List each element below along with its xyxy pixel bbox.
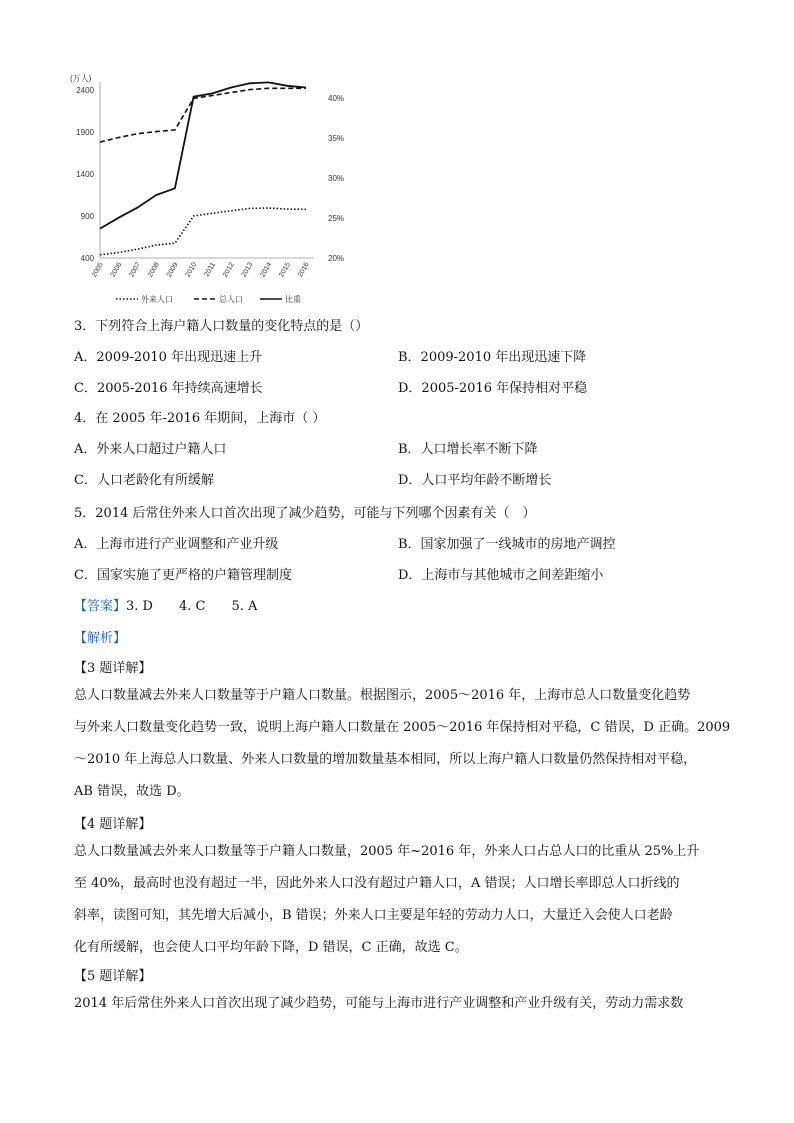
x-tick-label: 2012: [221, 261, 236, 279]
population-chart: [64, 64, 345, 314]
legend-label: 总人口: [219, 295, 243, 304]
detail-line: 与外来人口数量变化趋势一致，说明上海户籍人口数量在 2005～2016 年保持相对平稳，C 错误，D 正确。2009: [74, 720, 731, 735]
x-tick-label: 2005: [90, 261, 105, 279]
question-option: C．国家实施了更严格的户籍管理制度: [74, 568, 292, 583]
detail-title: 【3 题详解】: [74, 661, 152, 676]
x-tick-label: 2009: [165, 261, 180, 279]
detail-title: 【5 题详解】: [74, 969, 152, 984]
x-tick-label: 2008: [147, 261, 161, 279]
x-tick-label: 2013: [240, 261, 255, 279]
detail-line: 至 40%，最高时也没有超过一半，因此外来人口没有超过户籍人口，A 错误；人口增长率即总人口折线的: [74, 876, 680, 891]
question-stem: 5．2014 后常住外来人口首次出现了减少趋势，可能与下列哪个因素有关（ ）: [74, 506, 536, 521]
answer-text: 3. D 4. C 5. A: [126, 599, 258, 614]
x-tick-label: 2015: [278, 261, 293, 279]
series-line-foreign-population: [100, 208, 306, 255]
y-right-tick-label: 25%: [328, 214, 345, 223]
detail-line: 2014 年后常住外来人口首次出现了减少趋势，可能与上海市进行产业调整和产业升级有关，劳动力需求数: [74, 996, 684, 1011]
question-option: D．人口平均年龄不断增长: [398, 473, 552, 488]
detail-title: 【4 题详解】: [74, 817, 152, 832]
series-line-total-population: [100, 88, 306, 142]
legend-label: 外来人口: [141, 295, 173, 304]
y-left-tick-label: 900: [80, 212, 94, 221]
question-option: B．2009-2010 年出现迅速下降: [398, 350, 587, 365]
question-option: C．2005-2016 年持续高速增长: [74, 381, 263, 396]
answer-line: [74, 598, 257, 616]
question-option: A．外来人口超过户籍人口: [74, 442, 227, 457]
answer-tag: 【答案】: [74, 599, 127, 614]
detail-line: ～2010 年上海总人口数量、外来人口数量的增加数量基本相同，所以上海户籍人口数量仍然保持相对平稳，: [74, 752, 697, 767]
detail-paragraph: [74, 680, 731, 808]
detail-line: AB 错误，故选 D。: [74, 784, 190, 799]
x-tick-label: 2011: [203, 261, 218, 279]
x-tick-label: 2014: [259, 261, 274, 279]
y-left-tick-label: 2400: [76, 86, 94, 95]
detail-paragraph: [74, 988, 724, 1020]
detail-line: 斜率，读图可知，其先增大后减小，B 错误；外来人口主要是年轻的劳动力人口，大量迁入会使人口老龄: [74, 908, 673, 923]
question-stem: 4．在 2005 年-2016 年期间，上海市（ ）: [74, 411, 326, 426]
y-right-tick-label: 40%: [328, 94, 345, 103]
question-option: A．上海市进行产业调整和产业升级: [74, 537, 279, 552]
question-option: B．国家加强了一线城市的房地产调控: [398, 537, 616, 552]
x-tick-label: 2016: [296, 261, 311, 279]
question-stem: 3．下列符合上海户籍人口数量的变化特点的是（）: [74, 319, 369, 334]
y-right-tick-label: 30%: [328, 174, 345, 183]
y-right-tick-label: 20%: [328, 254, 345, 263]
series-line-proportion: [100, 82, 306, 228]
y-left-tick-label: 1400: [76, 170, 94, 179]
question-option: D．2005-2016 年保持相对平稳: [398, 381, 588, 396]
detail-paragraph: [74, 836, 724, 964]
y-left-tick-label: 1900: [76, 128, 94, 137]
question-option: A．2009-2010 年出现迅速上升: [74, 350, 263, 365]
legend-label: 比重: [285, 295, 301, 304]
x-tick-label: 2006: [109, 261, 124, 279]
y-axis-unit-label: (万人): [70, 74, 92, 83]
question-option: C．人口老龄化有所缓解: [74, 473, 214, 488]
question-option: B．人口增长率不断下降: [398, 442, 538, 457]
detail-line: 总人口数量减去外来人口数量等于户籍人口数量。根据图示，2005～2016 年，上海市总人口数量变化趋势: [74, 688, 691, 703]
analysis-tag: 【解析】: [74, 631, 127, 646]
x-tick-label: 2007: [128, 261, 143, 279]
question-option: D．上海市与其他城市之间差距缩小: [398, 568, 604, 583]
y-left-tick-label: 400: [80, 254, 94, 263]
y-right-tick-label: 35%: [328, 134, 345, 143]
detail-line: 总人口数量减去外来人口数量等于户籍人口数量，2005 年~2016 年，外来人口占总人口的比重从 25%上升: [74, 844, 700, 859]
detail-line: 化有所缓解，也会使人口平均年龄下降，D 错误，C 正确，故选 C。: [74, 940, 468, 955]
x-tick-label: 2010: [184, 261, 199, 279]
